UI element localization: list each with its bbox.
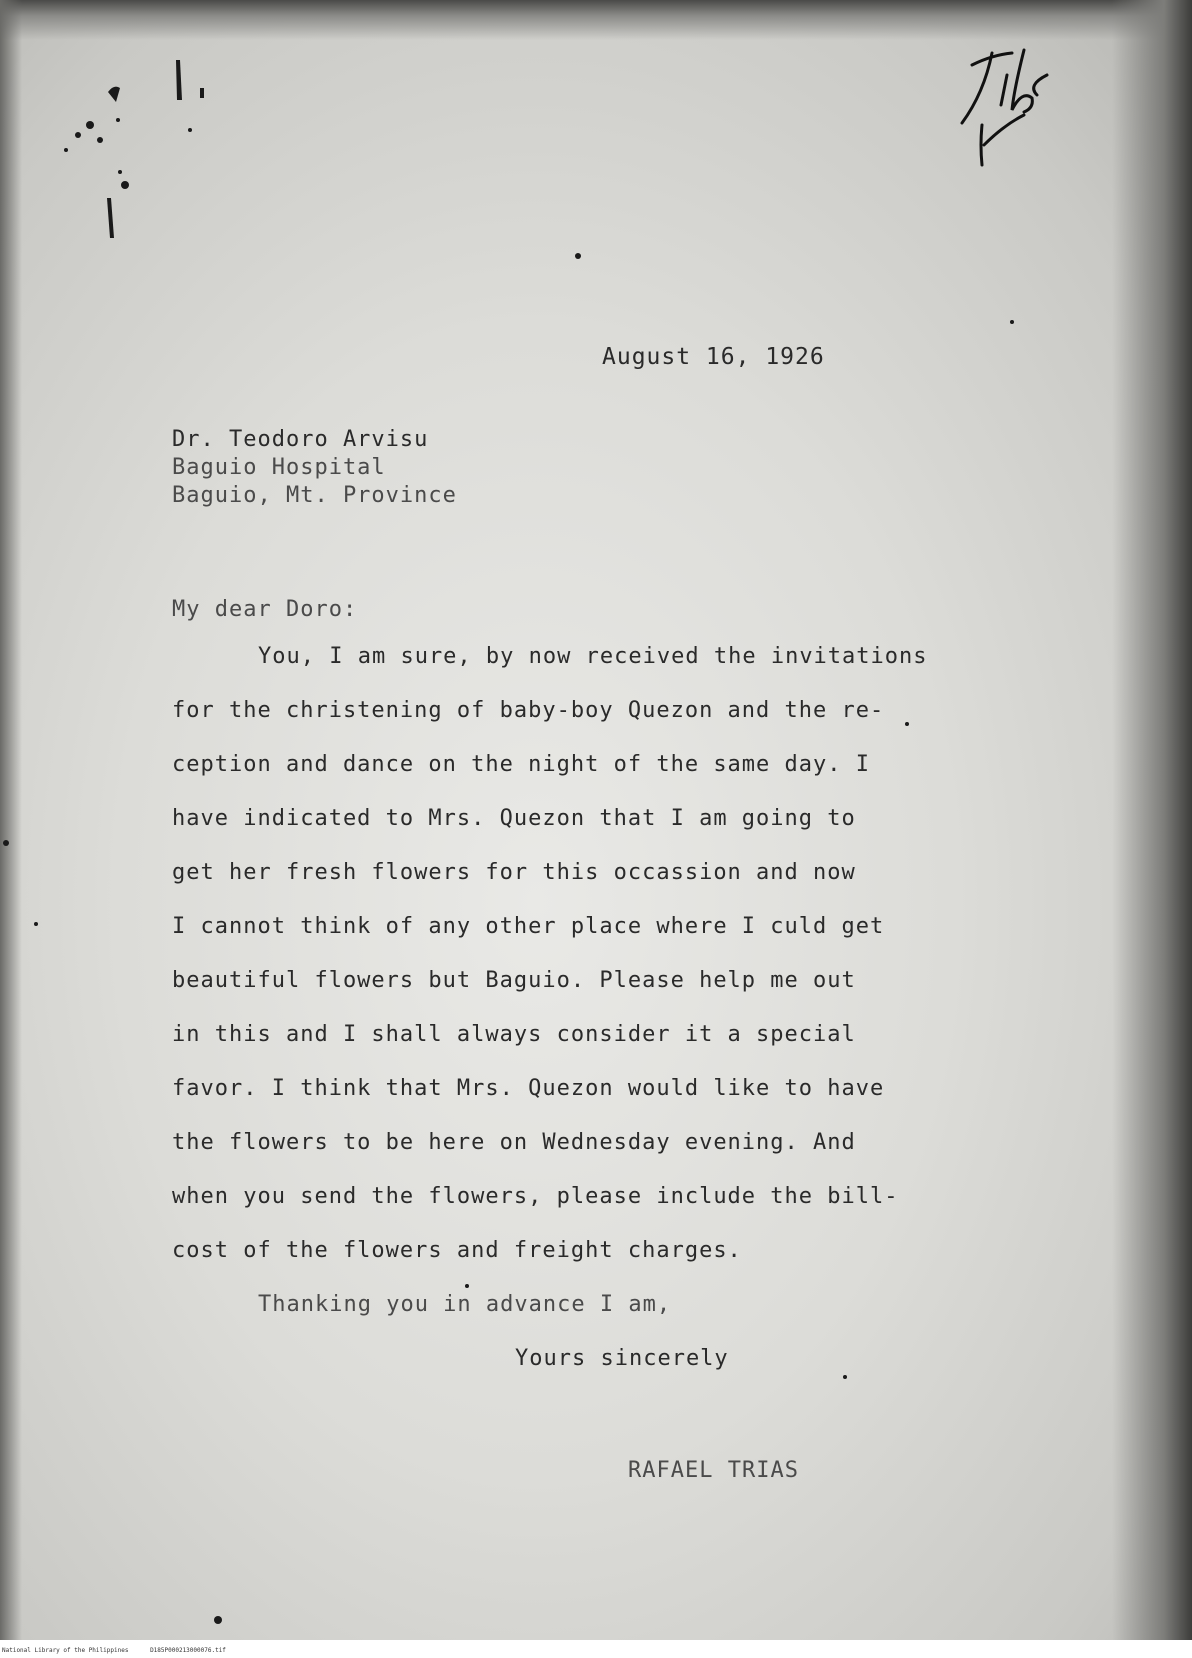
signature-name: RAFAEL TRIAS <box>628 1458 799 1483</box>
salutation: My dear Doro: <box>172 597 358 622</box>
closing-line: Thanking you in advance I am, <box>258 1292 672 1317</box>
body-line: You, I am sure, by now received the invitations <box>258 644 928 669</box>
body-line: in this and I shall always consider it a special <box>172 1022 856 1047</box>
body-line: beautiful flowers but Baguio. Please help me out <box>172 968 856 993</box>
body-line: favor. I think that Mrs. Quezon would like to have <box>172 1076 885 1101</box>
body-line: ception and dance on the night of the same day. I <box>172 752 871 777</box>
recipient-name: Dr. Teodoro Arvisu <box>172 427 429 452</box>
body-line: I cannot think of any other place where I culd get <box>172 914 885 939</box>
valediction: Yours sincerely <box>515 1346 729 1371</box>
footer-institution: National Library of the Philippines <box>2 1647 129 1654</box>
body-line: cost of the flowers and freight charges. <box>172 1238 742 1263</box>
body-line: for the christening of baby-boy Quezon and the re- <box>172 698 885 723</box>
body-line: get her fresh flowers for this occassion and now <box>172 860 856 885</box>
recipient-location: Baguio, Mt. Province <box>172 483 457 508</box>
handwritten-file-mark <box>952 35 1062 185</box>
body-line: have indicated to Mrs. Quezon that I am going to <box>172 806 856 831</box>
body-line: the flowers to be here on Wednesday evening. And <box>172 1130 856 1155</box>
body-line: when you send the flowers, please include the bill- <box>172 1184 899 1209</box>
footer-file-id: D185P000213000076.tif <box>150 1647 226 1654</box>
scan-footer <box>0 1643 1192 1658</box>
letter-date: August 16, 1926 <box>602 344 825 370</box>
recipient-institution: Baguio Hospital <box>172 455 386 480</box>
